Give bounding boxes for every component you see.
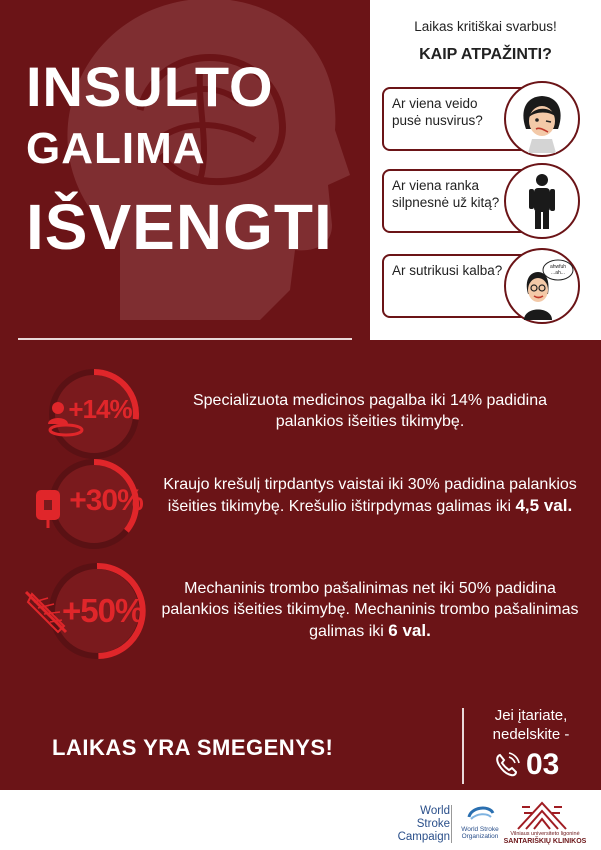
stat-text-1: Specializuota medicinos pagalba iki 14% padidina palankios išeities tikimybę.: [192, 392, 547, 430]
clinic-subtitle: Vilniaus universiteto ligoninė: [510, 831, 580, 837]
drooping-face-icon: [504, 81, 580, 157]
svg-text:...ah...: ...ah...: [551, 270, 565, 276]
santariskiu-clinic-logo-icon: [512, 799, 572, 831]
footer-separator: [451, 805, 452, 843]
wsc-line-1: World: [420, 805, 450, 817]
title-line-1: INSULTO: [26, 55, 274, 118]
slurred-speech-icon: [504, 248, 580, 324]
wso-label: World Stroke Organization: [461, 826, 499, 840]
emergency-number: 03: [526, 748, 560, 781]
title-line-3: IŠVENGTI: [26, 191, 333, 263]
question-arm-text: Ar viena ranka silpnesnė už kitą?: [392, 178, 500, 210]
stat-text-3-body: Mechaninis trombo pašalinimas net iki 50% padidina palankios išeities tikimybę. Mechaninis trombo pašalinimas galimas iki: [161, 580, 579, 640]
stat-row-1: [0, 372, 601, 462]
stat-row-2: [0, 462, 601, 552]
stat-text-3-bold: 6 val.: [388, 621, 431, 640]
question-arm: [382, 169, 552, 233]
stat-value-1: +14%: [68, 394, 132, 424]
panel-heading-recognize: KAIP ATPAŽINTI?: [419, 46, 552, 63]
divider-line: [18, 338, 352, 340]
wsc-line-2: Stroke: [416, 818, 450, 830]
cta-line-1: Jei įtariate,: [494, 707, 568, 724]
phone-icon: [494, 752, 520, 778]
stat-value-2: +30%: [69, 484, 143, 517]
slogan: LAIKAS YRA SMEGENYS!: [52, 735, 334, 760]
cta-line-2: nedelskite -: [492, 726, 570, 743]
stat-text-2-bold: 4,5 val.: [515, 496, 573, 515]
title-line-2: GALIMA: [26, 124, 206, 173]
stat-value-3: +50%: [62, 592, 144, 629]
question-face: [382, 87, 552, 151]
stat-text-3: [160, 578, 580, 642]
svg-text:ahwfuh: ahwfuh: [549, 264, 567, 270]
iv-drip-bag-icon: [32, 486, 68, 530]
vertical-divider: [462, 708, 464, 784]
stat-text-2: [160, 474, 580, 517]
person-figure-icon: [504, 163, 580, 239]
wsc-line-3: Campaign: [397, 831, 450, 843]
world-stroke-campaign-logo: [380, 805, 450, 844]
call-to-action: [468, 706, 594, 744]
panel-heading-urgent: Laikas kritiškai svarbus!: [414, 19, 557, 34]
world-stroke-organization-logo-icon: [465, 803, 495, 823]
clinic-name: SANTARIŠKIŲ KLINIKOS: [503, 838, 587, 845]
stat-text-2-body: Kraujo krešulį tirpdantys vaistai iki 30% padidina palankios išeities tikimybę. Krešulio ištirpdymas galimas iki: [163, 476, 577, 515]
question-face-text: Ar viena veido pusė nusvirus?: [392, 96, 483, 128]
recognition-panel: [370, 0, 601, 340]
question-speech-text: Ar sutrikusi kalba?: [392, 263, 503, 278]
stat-row-3: [0, 566, 601, 656]
question-speech: [382, 254, 567, 318]
